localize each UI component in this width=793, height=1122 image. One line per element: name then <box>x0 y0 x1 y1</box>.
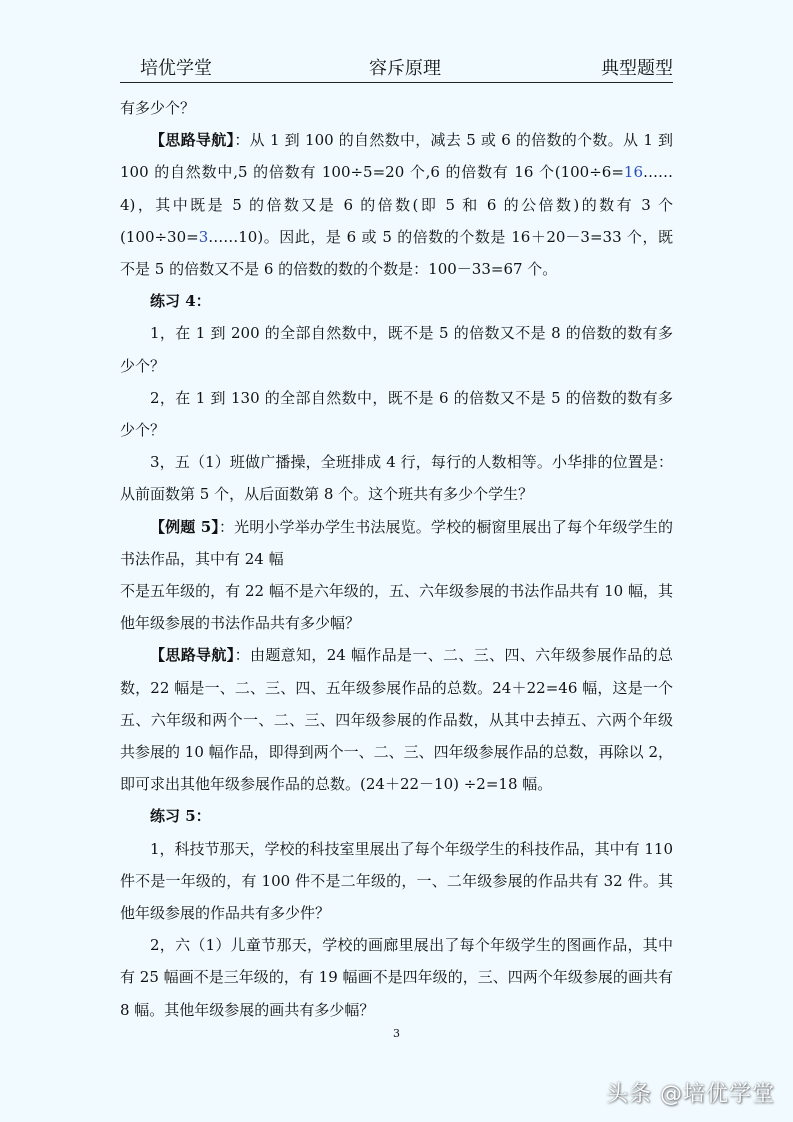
example-5-continuation: 不是五年级的，有 22 幅不是六年级的，五、六年级参展的书法作品共有 10 幅，其他年级参展的书法作品共有多少幅？ <box>120 582 673 633</box>
exercise-4-question-1: 1，在 1 到 200 的全部自然数中，既不是 5 的倍数又不是 8 的倍数的数有多少个？ <box>120 324 673 375</box>
paragraph-continuation: 有多少个？ <box>120 99 196 117</box>
exercise-5-title: 练习 5： <box>150 807 211 826</box>
example-5-label: 【例题 5】 <box>150 517 219 536</box>
page-header <box>120 58 673 83</box>
solution-guide-label: 【思路导航】 <box>150 131 235 150</box>
highlighted-number: 3 <box>198 227 209 246</box>
exercise-4-question-2: 2，在 1 到 130 的全部自然数中，既不是 6 的倍数又不是 5 的倍数的数有多少个？ <box>120 388 673 440</box>
solution-guide-label: 【思路导航】 <box>150 646 235 665</box>
solution-guide-paragraph-2 <box>120 639 673 800</box>
exercise-4-title: 练习 4： <box>150 292 211 311</box>
header-center-title: 容斥原理 <box>369 58 441 79</box>
header-left-title: 培优学堂 <box>140 58 212 79</box>
example-5-text-a: ：光明小学举办学生书法展览。学校的橱窗里展出了每个年级学生的书法作品，其中有 24 幅 <box>120 517 673 568</box>
watermark: 头条 @培优学堂 <box>606 1082 775 1107</box>
solution-text-b: ……4)，其中既是 5 的倍数又是 6 的倍数(即 5 和 6 的公倍数)的数有 3 个(100÷30= <box>120 163 673 246</box>
exercise-5-question-1: 1，科技节那天，学校的科技室里展出了每个年级学生的科技作品，其中有 110 件不是一年级的，有 100 件不是二年级的，一、二年级参展的作品共有 32 件。其他年级参展的作品共有多少件？ <box>120 839 673 923</box>
solution-text-a: ：从 1 到 100 的自然数中，减去 5 或 6 的倍数的个数。从 1 到 100 的自然数中,5 的倍数有 100÷5=20 个,6 的倍数有 16 个(100÷6= <box>120 131 673 182</box>
exercise-5-question-2: 2，六（1）儿童节那天，学校的画廊里展出了每个年级学生的图画作品，其中有 25 幅画不是三年级的，有 19 幅画不是四年级的，三、四两个年级参展的画共有 8 幅。其他年级参展的画共有多少幅？ <box>120 936 673 1019</box>
highlighted-number: 16 <box>623 163 643 182</box>
page-number: 3 <box>393 1027 400 1040</box>
document-body <box>120 92 673 1026</box>
solution-text-c: ……10)。因此，是 6 或 5 的倍数的个数是 16＋20－3=33 个，既不是 5 的倍数又不是 6 的倍数的数的个数是：100－33=67 个。 <box>120 227 673 279</box>
solution-guide-paragraph <box>120 124 673 285</box>
example-5-paragraph <box>120 511 673 575</box>
solution-text: ：由题意知，24 幅作品是一、二、三、四、六年级参展作品的总数，22 幅是一、二、三、四、五年级参展作品的总数。24＋22=46 幅，这是一个五、六年级和两个一、二、三、四年级参展的作品数，从其中去掉五、六两个年级共参展的 10 幅作品，即得到两个一、二、三、四年级参展作品的总数，再除以 2，即可求出其他年级参展作品的总数。(24＋22－10) ÷2=18 幅。 <box>120 646 673 794</box>
exercise-4-question-3: 3，五（1）班做广播操，全班排成 4 行，每行的人数相等。小华排的位置是：从前面数第 5 个，从后面数第 8 个。这个班共有多少个学生？ <box>120 453 673 504</box>
header-right-title: 典型题型 <box>601 58 673 79</box>
